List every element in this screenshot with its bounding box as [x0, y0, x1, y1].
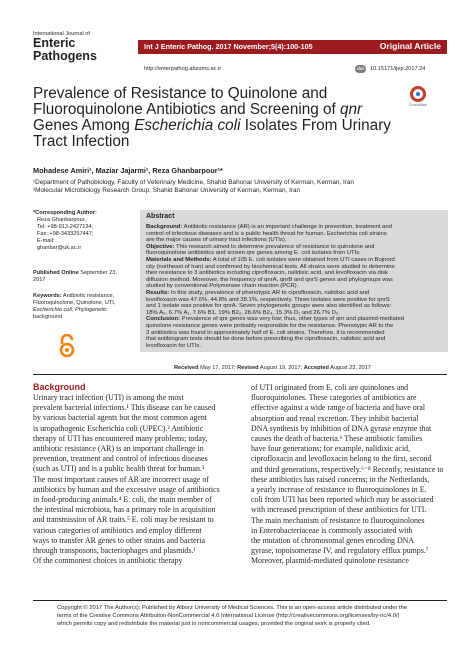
crossmark-label: CrossMark: [408, 103, 428, 107]
corr-line: Reza Ghanbarpour,: [37, 217, 86, 223]
abstract-line: are the major causes of urinary tract infections (UTIs).: [146, 237, 287, 244]
abstract-line: Results: In this study, prevalence of phenotypic AR to ciprofloxacin, nalidixic acid and: [146, 290, 370, 296]
copyright-line-2: terms of the Creative Commons Attribution-NonCommercial 4.0 International License (http://creativecommons.org/licenses/by-nc/4.0/): [57, 613, 400, 619]
published-online: Published Online September 23, 2017: [33, 270, 117, 283]
body-text-line: Moreover, plasmid-mediated quinolone resistance: [251, 556, 409, 566]
affiliation-1: ¹Department of Pathobiology, Faculty of Veterinary Medicine, Shahid Bahonar University of Kerman, Kerman, Iran: [33, 179, 354, 186]
abstract-line: control of infectious diseases and is a public health threat for human. Escherichia coli strains: [146, 230, 387, 237]
section-heading-background: Background: [33, 382, 86, 392]
body-text-line: by various bacterial agents but the most common agent: [33, 413, 207, 423]
article-type: Original Article: [379, 41, 441, 51]
body-text-line: with increased prescription of these antibiotics for UTI.: [251, 505, 427, 515]
corr-line: Fax: +98-3433257447;: [37, 231, 94, 237]
body-text-line: Of the commonest choices in antibiotic therapy: [33, 556, 183, 566]
body-text-line: in Enterobacteriaceae is commonly associated with: [251, 525, 413, 535]
body-text-line: prevention, treatment and control of infectious diseases: [33, 454, 208, 464]
authors: Mohadese Amiri¹, Maziar Jajarmi¹, Reza Ghanbarpour¹*: [33, 166, 223, 175]
abstract-line: levofloxacin for UTIs.: [146, 342, 201, 349]
copyright-line-1: Copyright © 2017 The Author(s); Published by Alborz University of Medical Sciences. This is an open-access article distributed under the: [57, 605, 408, 611]
body-text-line: various categories of antibiotics and employ different: [33, 525, 202, 535]
title-line-3: Genes Among Escherichia coli Isolates From Urinary: [33, 117, 391, 134]
citation: Int J Enteric Pathog. 2017 November;5(4):100-105: [144, 42, 313, 51]
body-text-line: ciprofloxacin and levofloxacin belong to the first, second: [251, 454, 432, 464]
body-text-line: coli from UTI has been reported which may be associated: [251, 495, 434, 505]
body-text-line: Urinary tract infection (UTI) is among the most: [33, 393, 184, 402]
body-text-line: antibiotic resistance (AR) is an important challenge in: [33, 444, 204, 453]
abstract-line: studied by conventional Polymerase chain reaction (PCR).: [146, 283, 299, 290]
body-text-line: therapy of UTI has encountered many problems; today,: [33, 433, 208, 443]
body-text-line: through transposons, bacteriophages and plasmids.¹: [33, 546, 196, 555]
copyright-line-3: which permits copy and redistribute the material just in noncommercial usages, provided the original work is properly cited.: [57, 621, 371, 627]
body-text-line: The most important causes of AR are incorrect usage of: [33, 474, 209, 484]
body-text-line: gyrase, topoisomerase IV, and regulatory efflux pumps.⁷: [251, 546, 429, 556]
doi-link[interactable]: 10.15171/ijep.2017.24: [370, 66, 426, 72]
body-text-line: (such as UTI) and is a public health threat for human.³: [33, 464, 205, 474]
journal-url[interactable]: http://enterpathog.abzums.ac.ir: [144, 66, 222, 72]
title-line-4: Tract Infection: [33, 133, 130, 150]
body-text-line: antibiotics by human and the excessive usage of antibiotics: [33, 484, 220, 494]
divider-top: [33, 374, 447, 375]
body-text-line: the mutation of chromosomal genes encoding DNA: [251, 536, 415, 545]
abstract-line: 3 antibiotics was found in approximately half of E. coli strains. Therefore, it is recommended: [146, 329, 385, 336]
journal-label: International Journal of: [33, 31, 90, 37]
body-text-line: ways to transfer AR genes to other strains and bacteria: [33, 535, 206, 545]
abstract-line: Background: Antibiotic resistance (AR) is an important challenge in prevention, treatment and: [146, 224, 392, 230]
body-text-line: DNA synthesis by inhibition of DNA gyrase enzyme that: [251, 423, 432, 433]
corr-line: E-mail:: [37, 238, 55, 244]
body-text-line: have four generations; for example, nalidixic acid,: [251, 444, 411, 454]
corr-heading: *Corresponding Author:: [33, 210, 97, 216]
body-text-line: the intestinal microbiota, has a primary role in acquisition: [33, 505, 216, 515]
doi-icon: doi: [355, 65, 366, 73]
corr-line: Tel: +98-913-2427134;: [37, 224, 94, 230]
abstract-line: quinolone resistance genes were probably responsible for the resistance. Phenotypic AR to the: [146, 323, 394, 329]
body-text-line: causes the death of bacteria.⁶ These antibiotic families: [251, 434, 423, 443]
journal-name-line2: Pathogens: [33, 49, 97, 63]
abstract-line: Conclusion: Prevalence of qnr genes was very low; thus, other types of qnr and plasmid-mediated: [146, 316, 405, 323]
article-title: [33, 86, 403, 150]
body-text-line: and third generations, respectively.⁶⁻⁸ Recently, resistance to: [251, 464, 444, 474]
body-text-line: of UTI originated from E. coli are quinolones and: [251, 383, 409, 392]
corr-email[interactable]: ghanbar@uk.ac.ir: [37, 245, 82, 251]
divider-bottom: [33, 600, 447, 601]
abstract-line: Materials and Methods: A total of 105 E. coli isolates were obtained from UTI cases in Bojnord: [146, 257, 395, 263]
open-access-icon: [58, 334, 76, 358]
header-bar: [138, 40, 447, 54]
body-text-line: a yearly increase of resistance to fluoroquinolones in E.: [251, 485, 427, 494]
body-text-line: effective against a wide range of bacteria and have oral: [251, 403, 426, 413]
abstract-box: [140, 210, 448, 352]
crossmark-icon[interactable]: [404, 86, 432, 107]
body-text-line: The main mechanism of resistance to fluoroquinolones: [251, 515, 425, 525]
body-text-line: absorption and renal excretion. They inhibit bacterial: [251, 413, 419, 423]
abstract-line: 18% A₀, 6.7% A₁, 7.6% B1, 19% B2₂, 28.6% B2₃, 15.3% D₁ and 26.7% D₂.: [146, 309, 340, 316]
abstract-line: and 1 isolate was positive for qnrA. Seven phylogenetic groups were also identified as follows:: [146, 303, 392, 310]
abstract-line: their resistance to 3 antibiotics including ciprofloxacin, nalidixic acid, and levofloxacin via disk: [146, 270, 388, 277]
abstract-line: fluoroquinolone antibiotics and screen qnr genes among E. coli isolates from UTIs.: [146, 250, 361, 257]
body-text-line: and transmission of AR traits.⁵ E. coli may be resistant to: [33, 515, 214, 525]
abstract-heading: Abstract: [146, 213, 175, 220]
title-line-2: Fluoroquinolone Antibiotics and Screening of qnr: [33, 101, 363, 118]
title-line-1: Prevalence of Resistance to Quinolone and: [33, 85, 328, 102]
corresponding-author: [33, 210, 133, 252]
body-text-line: is uropathogenic Escherichia coli (UPEC).² Antibiotic: [33, 423, 204, 433]
body-text-line: prevalent bacterial infections.¹ This disease can be caused: [33, 403, 216, 413]
abstract-line: diffusion method. Moreover, the frequency of qnrA, qnrB and qnrS genes and phylogroups was: [146, 276, 393, 283]
keywords: Keywords: Antibiotic resistance, Fluoroquinolone, Quinolone, UTI, Escherichia coli, Phylogenetic background: [33, 293, 116, 320]
abstract-line: that antibiogram tests should be done before prescribing the ciprofloxacin, nalidixic acid and: [146, 336, 386, 343]
journal-name-line1: Enteric: [33, 36, 76, 50]
abstract-line: levofloxacin was 47.6%, 44.8% and 38.1%, respectively. Three isolates were positive for qnrS: [146, 296, 390, 303]
body-text-line: in food-producing animals.⁴ E. coli, the main member of: [33, 495, 212, 504]
body-text-line: these antibiotics has raised concerns; in the Netherlands,: [251, 474, 430, 484]
affiliation-2: ²Molecular Microbiology Research Group, Shahid Bahonar University of Kerman, Kerman, Iran: [33, 187, 301, 194]
abstract-line: city (northeast of Iran) and confirmed by biochemical tests. All strains were studied to determine: [146, 263, 395, 270]
abstract-line: Objective: This research aimed to determine prevalence of resistance to quinolone and: [146, 243, 375, 250]
body-text-line: fluoroquinolones. These categories of antibiotics are: [251, 393, 417, 403]
article-dates: Received May 17, 2017; Revised August 19, 2017; Accepted August 23, 2017: [174, 365, 371, 371]
